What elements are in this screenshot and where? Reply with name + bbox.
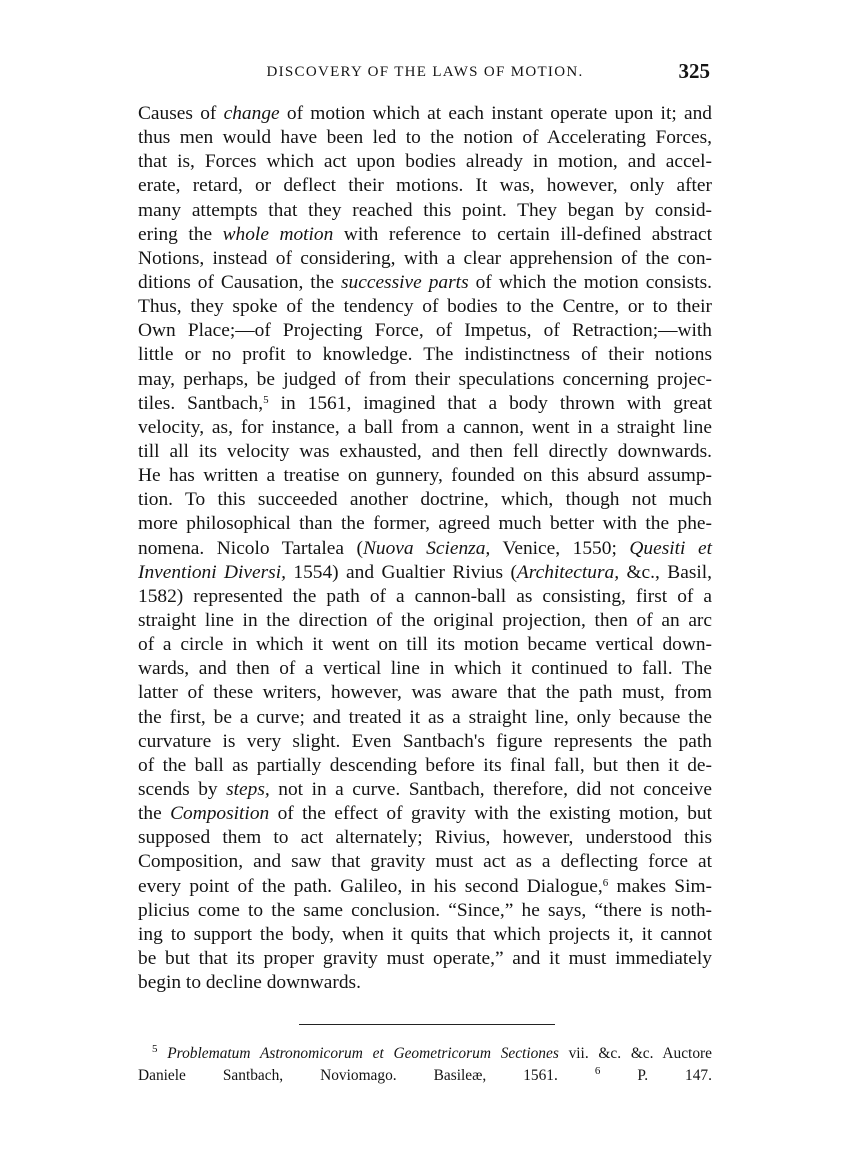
- footnote-line: [138, 1065, 712, 1087]
- text-run: Composition, and saw that gravity must act as a deflecting force at: [138, 851, 712, 873]
- text-run: 1554) and Gualtier Rivius (: [285, 561, 517, 583]
- italic-text: Architectura,: [516, 561, 620, 583]
- text-line: [138, 512, 712, 536]
- footnote-marker: 6: [602, 876, 609, 889]
- text-run: of the effect of gravity with the existing motion, but: [269, 803, 712, 825]
- text-line: [138, 368, 712, 392]
- text-line: [138, 488, 712, 512]
- text-line: [138, 778, 712, 802]
- text-run: plicius come to the same conclusion. “Since,” he says, “there is noth-: [138, 899, 712, 921]
- text-line: [138, 850, 712, 874]
- text-run: ditions of Causation, the: [138, 271, 341, 293]
- text-line: [138, 440, 712, 464]
- text-line: [138, 199, 712, 223]
- text-run: erate, retard, or deflect their motions. It was, however, only after: [138, 175, 712, 197]
- italic-text: Composition: [170, 803, 270, 825]
- footnote-line: [138, 1043, 712, 1065]
- text-line: [138, 923, 712, 947]
- text-line: [138, 126, 712, 150]
- text-run: every point of the path. Galileo, in his second Dialogue,: [138, 875, 603, 897]
- page-number: 325: [678, 59, 710, 83]
- body-text: [138, 102, 712, 995]
- text-line: [138, 730, 712, 754]
- text-run: &c., Basil,: [619, 561, 712, 583]
- text-run: Venice, 1550;: [490, 537, 630, 559]
- text-run: wards, and then of a vertical line in which it continued to fall. The: [138, 658, 712, 680]
- italic-text: Inventioni Diversi,: [138, 561, 286, 583]
- text-line: [138, 971, 712, 995]
- footnote-marker: 6: [594, 1065, 601, 1077]
- text-run: be but that its proper gravity must operate,” and it must immediately: [138, 947, 712, 969]
- italic-text: steps,: [226, 778, 270, 800]
- text-run: [158, 1045, 168, 1062]
- footnote-divider: [299, 1024, 555, 1025]
- text-run: begin to decline downwards.: [138, 972, 361, 994]
- running-title: DISCOVERY OF THE LAWS OF MOTION.: [266, 64, 584, 80]
- text-run: Own Place;—of Projecting Force, of Impetus, of Retraction;—with: [138, 320, 712, 342]
- text-run: with reference to certain ill-defined abstract: [333, 223, 712, 245]
- text-run: 1582) represented the path of a cannon-ball as consisting, first of a: [138, 585, 712, 607]
- footnotes: [138, 1043, 712, 1087]
- text-line: [138, 609, 712, 633]
- text-run: tion. To this succeeded another doctrine, which, though not much: [138, 489, 712, 511]
- text-line: [138, 561, 712, 585]
- text-line: [138, 247, 712, 271]
- text-run: not in a curve. Santbach, therefore, did not conceive: [269, 778, 712, 800]
- text-run: straight line in the direction of the original projection, then of an arc: [138, 609, 712, 631]
- text-run: of the ball as partially descending before its final fall, but then it de-: [138, 754, 712, 776]
- text-line: [138, 223, 712, 247]
- italic-text: Nuova Scienza,: [362, 537, 491, 559]
- text-run: ing to support the body, when it quits that which projects it, it cannot: [138, 923, 712, 945]
- page-header: [138, 59, 712, 90]
- text-line: [138, 706, 712, 730]
- text-line: [138, 826, 712, 850]
- text-run: of motion which at each instant operate upon it; and: [279, 103, 712, 124]
- text-line: [138, 271, 712, 295]
- text-line: [138, 102, 712, 126]
- text-run: that is, Forces which act upon bodies already in motion, and accel-: [138, 151, 712, 173]
- text-run: Daniele Santbach, Noviomago. Basileæ, 1561.: [138, 1067, 558, 1084]
- text-run: may, perhaps, be judged of from their speculations concerning projec-: [138, 368, 712, 390]
- text-line: [138, 681, 712, 705]
- italic-text: whole motion: [222, 223, 334, 245]
- text-line: [138, 947, 712, 971]
- text-line: [138, 657, 712, 681]
- text-run: curvature is very slight. Even Santbach's figure represents the path: [138, 730, 712, 752]
- text-run: till all its velocity was exhausted, and then fell directly downwards.: [138, 440, 712, 462]
- text-line: [138, 875, 712, 899]
- italic-text: change: [223, 103, 280, 124]
- text-run: P. 147.: [600, 1067, 712, 1084]
- text-line: [138, 392, 712, 416]
- text-run: the first, be a curve; and treated it as a straight line, only because the: [138, 706, 712, 728]
- text-run: in 1561, imagined that a body thrown with great: [268, 392, 713, 414]
- text-run: thus men would have been led to the notion of Accelerating Forces,: [138, 127, 712, 149]
- text-line: [138, 416, 712, 440]
- text-run: makes Sim-: [608, 875, 712, 897]
- text-run: Thus, they spoke of the tendency of bodies to the Centre, or to their: [138, 296, 712, 318]
- italic-text: successive parts: [341, 271, 469, 293]
- footnote-marker: 5: [263, 393, 269, 406]
- text-line: [138, 174, 712, 198]
- text-line: [138, 754, 712, 778]
- text-line: [138, 899, 712, 923]
- text-run: He has written a treatise on gunnery, founded on this absurd assump-: [138, 465, 712, 487]
- text-run: tiles. Santbach,: [138, 392, 264, 414]
- text-line: [138, 802, 712, 826]
- text-run: Notions, instead of considering, with a clear apprehension of the con-: [138, 247, 712, 269]
- text-line: [138, 343, 712, 367]
- text-run: of a circle in which it went on till its motion became vertical down-: [138, 634, 712, 656]
- text-run: of which the motion consists.: [468, 271, 712, 293]
- text-run: [558, 1067, 595, 1084]
- text-run: scends by: [138, 778, 227, 800]
- text-run: more philosophical than the former, agreed much better with the phe-: [138, 513, 712, 535]
- italic-text: Problematum Astronomicorum et Geometricorum Sectiones: [167, 1045, 559, 1062]
- footnote-marker: 5: [152, 1043, 158, 1055]
- text-run: little or no profit to knowledge. The indistinctness of their notions: [138, 344, 712, 366]
- text-run: supposed them to act alternately; Rivius, however, understood this: [138, 827, 712, 849]
- text-line: [138, 319, 712, 343]
- text-line: [138, 537, 712, 561]
- text-line: [138, 633, 712, 657]
- text-run: many attempts that they reached this point. They began by consid-: [138, 199, 712, 221]
- italic-text: Quesiti et: [629, 537, 712, 559]
- text-run: the: [138, 803, 171, 825]
- text-run: vii. &c. &c. Auctore: [558, 1045, 712, 1062]
- text-run: latter of these writers, however, was aware that the path must, from: [138, 682, 712, 704]
- text-run: velocity, as, for instance, a ball from a cannon, went in a straight line: [138, 416, 712, 438]
- text-line: [138, 150, 712, 174]
- text-run: ering the: [138, 223, 223, 245]
- text-run: Causes of: [138, 103, 224, 124]
- text-line: [138, 585, 712, 609]
- text-run: nomena. Nicolo Tartalea (: [138, 537, 363, 559]
- text-line: [138, 295, 712, 319]
- text-line: [138, 464, 712, 488]
